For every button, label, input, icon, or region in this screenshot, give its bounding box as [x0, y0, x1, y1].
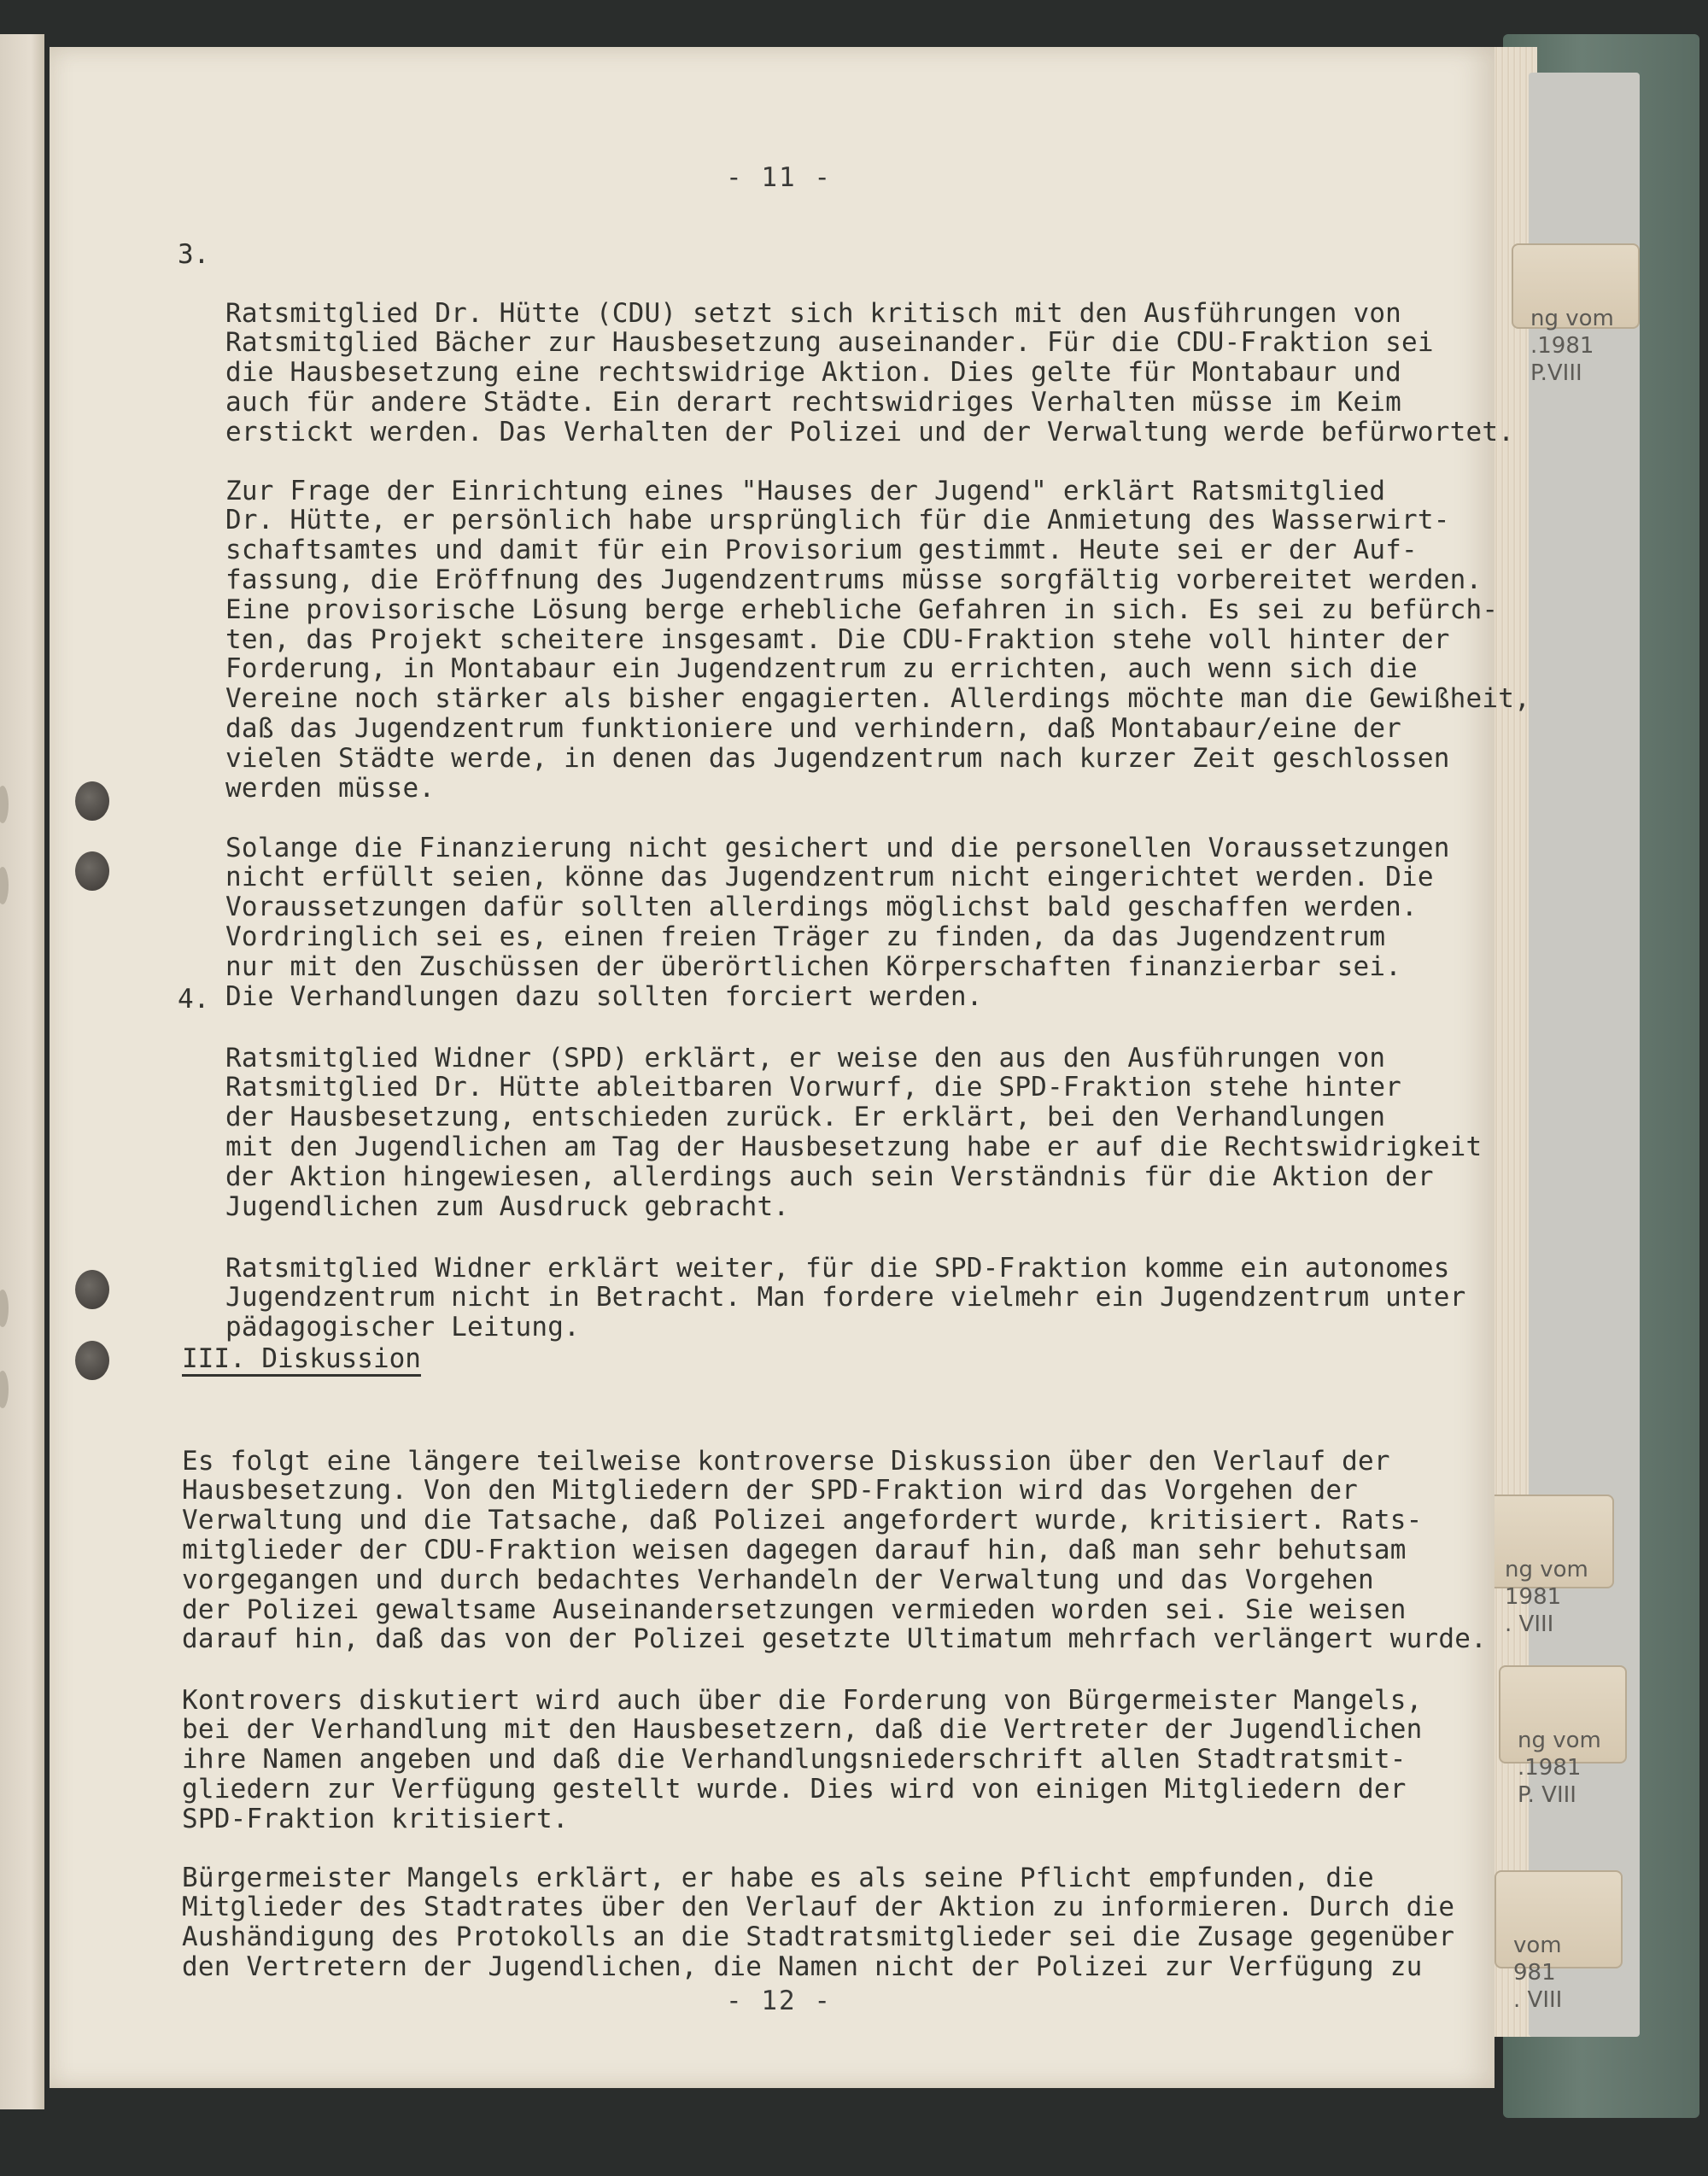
- tab-label-line: ng vom: [1518, 1728, 1601, 1753]
- tab-label-line: ng vom: [1505, 1557, 1588, 1582]
- text-line: Jugendzentrum nicht in Betracht. Man fordere vielmehr ein Jugendzentrum unter: [225, 1282, 1466, 1313]
- tab-label-line: .1981: [1518, 1755, 1582, 1781]
- text-line: Ratsmitglied Dr. Hütte ableitbaren Vorwurf, die SPD-Fraktion stehe hinter: [225, 1072, 1402, 1103]
- text-line: Ratsmitglied Widner erklärt weiter, für die SPD-Fraktion komme ein autonomes: [225, 1252, 1450, 1284]
- facing-page-edge: [0, 34, 44, 2109]
- text-line: vielen Städte werde, in denen das Jugendzentrum nach kurzer Zeit geschlossen: [225, 742, 1450, 774]
- text-line: Ratsmitglied Dr. Hütte (CDU) setzt sich kritisch mit den Ausführungen von: [225, 297, 1402, 329]
- tab-label-line: ng vom: [1530, 306, 1614, 331]
- punch-hole: [75, 851, 109, 891]
- text-line: Jugendlichen zum Ausdruck gebracht.: [225, 1190, 790, 1222]
- text-line: pädagogischer Leitung.: [225, 1312, 580, 1343]
- text-line: mit den Jugendlichen am Tag der Hausbesetzung habe er auf die Rechtswidrigkeit: [225, 1131, 1483, 1162]
- tab-label-line: . VIII: [1513, 1987, 1563, 2013]
- text-line: die Hausbesetzung eine rechtswidrige Aktion. Dies gelte für Montabaur und: [225, 357, 1402, 389]
- text-line: darauf hin, daß das von der Polizei gesetzte Ultimatum mehrfach verlängert wurde.: [182, 1623, 1487, 1655]
- item-number: 3.: [178, 239, 210, 270]
- item-number: 4.: [178, 984, 210, 1015]
- text-line: Die Verhandlungen dazu sollten forciert werden.: [225, 980, 983, 1012]
- text-line: nur mit den Zuschüssen der überörtlichen Körperschaften finanzierbar sei.: [225, 951, 1402, 982]
- text-line: Vordringlich sei es, einen freien Träger zu finden, da das Jugendzentrum: [225, 921, 1386, 952]
- punch-hole: [75, 781, 109, 821]
- paragraph: [225, 417, 1530, 833]
- text-line: Voraussetzungen dafür sollten allerdings möglichst bald geschaffen werden.: [225, 892, 1418, 923]
- text-line: Bürgermeister Mangels erklärt, er habe es als seine Pflicht empfunden, die: [182, 1862, 1374, 1893]
- tab-label-line: 1981: [1505, 1584, 1562, 1610]
- punch-hole-shadow: [0, 786, 9, 823]
- text-line: Aushändigung des Protokolls an die Stadtratsmitglieder sei die Zusage gegenüber: [182, 1922, 1455, 1953]
- text-line: fassung, die Eröffnung des Jugendzentrums müsse sorgfältig vorbereitet werden.: [225, 564, 1483, 595]
- punch-hole: [75, 1341, 109, 1380]
- punch-hole-shadow: [0, 1290, 9, 1327]
- punch-hole: [75, 1270, 109, 1309]
- text-line: nicht erfüllt seien, könne das Jugendzentrum nicht eingerichtet werden. Die: [225, 862, 1434, 893]
- text-line: den Vertretern der Jugendlichen, die Namen nicht der Polizei zur Verfügung zu: [182, 1951, 1423, 1982]
- text-line: Forderung, in Montabaur ein Jugendzentrum zu errichten, auch wenn sich die: [225, 653, 1418, 685]
- tab-label-1[interactable]: [1512, 243, 1640, 386]
- text-line: SPD-Fraktion kritisiert.: [182, 1803, 569, 1834]
- paragraph: [182, 1804, 1454, 2012]
- text-line: Es folgt eine längere teilweise kontroverse Diskussion über den Verlauf der: [182, 1445, 1390, 1477]
- text-line: auch für andere Städte. Ein derart rechtswidriges Verhalten müsse im Keim: [225, 386, 1402, 418]
- punch-hole-shadow: [0, 867, 9, 904]
- tab-label-line: P.VIII: [1530, 360, 1582, 386]
- text-line: Dr. Hütte, er persönlich habe ursprünglich für die Anmietung des Wasserwirt-: [225, 505, 1450, 536]
- tab-label-line: .1981: [1530, 333, 1594, 359]
- text-line: der Polizei gewaltsame Auseinandersetzungen vermieden worden sei. Sie weisen: [182, 1594, 1407, 1625]
- tab-label-4[interactable]: [1494, 1870, 1623, 2013]
- text-line: werden müsse.: [225, 772, 436, 804]
- text-line: ihre Namen angeben und daß die Verhandlungsniederschrift allen Stadtratsmit-: [182, 1744, 1407, 1775]
- text-line: der Hausbesetzung, entschieden zurück. Er erklärt, bei den Verhandlungen: [225, 1102, 1386, 1133]
- tab-label-2[interactable]: [1486, 1495, 1614, 1637]
- text-line: erstickt werden. Das Verhalten der Polizei und der Verwaltung werde befürwortet.: [225, 416, 1515, 447]
- text-line: mitglieder der CDU-Fraktion weisen dagegen darauf hin, daß man sehr behutsam: [182, 1534, 1407, 1565]
- text-line: Ratsmitglied Bächer zur Hausbesetzung auseinander. Für die CDU-Fraktion sei: [225, 327, 1434, 359]
- text-line: Vereine noch stärker als bisher engagierten. Allerdings möchte man die Gewißheit,: [225, 683, 1530, 715]
- text-line: Hausbesetzung. Von den Mitgliedern der SPD-Fraktion wird das Vorgehen der: [182, 1475, 1359, 1506]
- text-line: Ratsmitglied Widner (SPD) erklärt, er weise den aus den Ausführungen von: [225, 1042, 1386, 1073]
- page-number-bottom: - 12 -: [726, 1986, 832, 2016]
- tab-label-line: 981: [1513, 1960, 1556, 1986]
- text-line: Kontrovers diskutiert wird auch über die Forderung von Bürgermeister Mangels,: [182, 1684, 1423, 1716]
- tab-label-3[interactable]: [1499, 1665, 1627, 1808]
- text-line: Eine provisorische Lösung berge erhebliche Gefahren in sich. Es sei zu befürch-: [225, 594, 1499, 625]
- text-line: Solange die Finanzierung nicht gesichert und die personellen Voraussetzungen: [225, 832, 1450, 863]
- text-line: schaftsamtes und damit für ein Provisorium gestimmt. Heute sei er der Auf-: [225, 535, 1418, 566]
- text-line: Zur Frage der Einrichtung eines "Hauses der Jugend" erklärt Ratsmitglied: [225, 475, 1386, 506]
- text-line: Mitglieder des Stadtrates über den Verlauf der Aktion zu informieren. Durch die: [182, 1892, 1455, 1923]
- text-line: bei der Verhandlung mit den Hausbesetzern, daß die Vertreter der Jugendlichen: [182, 1714, 1423, 1746]
- text-line: ten, das Projekt scheitere insgesamt. Die CDU-Fraktion stehe voll hinter der: [225, 623, 1450, 655]
- text-line: daß das Jugendzentrum funktioniere und verhindern, daß Montabaur/eine der: [225, 712, 1402, 744]
- page-number-top: - 11 -: [726, 162, 832, 193]
- punch-hole-shadow: [0, 1371, 9, 1408]
- tab-label-line: . VIII: [1505, 1612, 1554, 1637]
- tab-label-line: vom: [1513, 1933, 1562, 1958]
- section-heading: III. Diskussion: [182, 1343, 421, 1374]
- text-line: gliedern zur Verfügung gestellt wurde. Dies wird von einigen Mitgliedern der: [182, 1773, 1407, 1805]
- tab-label-line: P. VIII: [1518, 1782, 1576, 1808]
- text-line: Verwaltung und die Tatsache, daß Polizei angefordert wurde, kritisiert. Rats-: [182, 1505, 1423, 1536]
- text-line: der Aktion hingewiesen, allerdings auch sein Verständnis für die Aktion der: [225, 1161, 1434, 1192]
- text-line: vorgegangen und durch bedachtes Verhandeln der Verwaltung und das Vorgehen: [182, 1564, 1374, 1595]
